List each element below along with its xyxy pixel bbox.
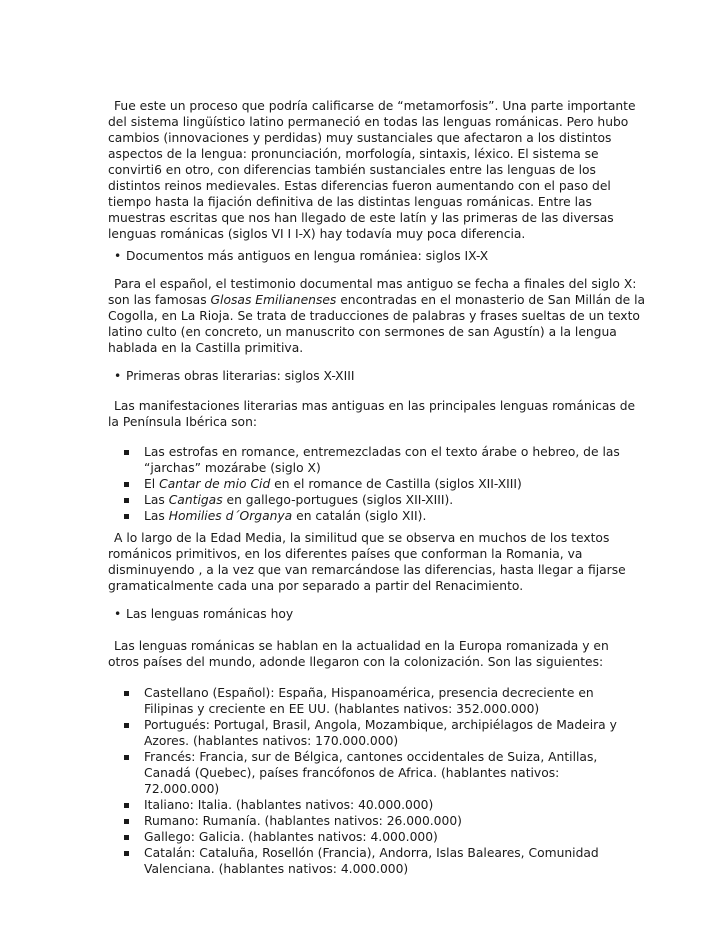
paragraph-metamorfosis — [108, 98, 636, 242]
list-item — [118, 797, 638, 813]
list-item — [118, 492, 638, 508]
text-line: latino culto (en concreto, un manuscrito con sermones de san Agustín) a la lengua — [108, 325, 617, 339]
text-span: en gallego-portugues (siglos XII-XIII). — [222, 493, 454, 507]
text-line — [144, 476, 638, 492]
text-span: El — [144, 477, 160, 491]
text-line: del sistema lingüístico latino permaneció en todas las lenguas románicas. Pero hubo — [108, 115, 629, 129]
paragraph-manifestaciones — [108, 398, 636, 430]
list-item — [118, 845, 638, 877]
bullet-dot-icon: • — [114, 607, 122, 621]
text-line: “jarchas” mozárabe (siglo X) — [144, 461, 321, 475]
text-span: en catalán (siglo XII). — [292, 509, 427, 523]
square-bullet-icon — [124, 514, 129, 519]
text-span: son las famosas — [108, 293, 211, 307]
list-item — [118, 813, 638, 829]
italic-title: Glosas Emilianenses — [210, 293, 337, 307]
text-line: muestras escritas que nos han llegado de este latín y las primeras de las diversas — [108, 211, 614, 225]
text-line: Canadá (Quebec), países francófonos de Africa. (hablantes nativos: — [144, 766, 560, 780]
square-bullet-icon — [124, 482, 129, 487]
section-heading-text: Las lenguas románicas hoy — [126, 607, 294, 621]
text-span: Las — [144, 493, 169, 507]
square-bullet-icon — [124, 691, 129, 696]
text-line: otros países del mundo, adonde llegaron con la colonización. Son las siguientes: — [108, 655, 604, 669]
text-line: hablada en la Castilla primitiva. — [108, 341, 304, 355]
text-line: convirti6 en otro, con diferencias también sustanciales entre las lenguas de los — [108, 163, 596, 177]
text-line: lenguas románicas (siglos VI I I-X) hay todavía muy poca diferencia. — [108, 227, 526, 241]
section-heading-documentos — [114, 248, 488, 264]
list-item — [118, 717, 638, 749]
text-line: Azores. (hablantes nativos: 170.000.000) — [144, 734, 399, 748]
text-line: cambios (innovaciones y perdidas) muy sustanciales que afectaron a los distintos — [108, 131, 612, 145]
text-line: Italiano: Italia. (hablantes nativos: 40.000.000) — [144, 798, 434, 812]
square-bullet-icon — [124, 819, 129, 824]
list-item — [118, 508, 638, 524]
text-line: Las estrofas en romance, entremezcladas con el texto árabe o hebreo, de las — [144, 445, 620, 459]
list-item — [118, 829, 638, 845]
text-line: Fue este un proceso que podría calificarse de “metamorfosis”. Una parte importante — [114, 99, 636, 113]
text-line: Para el español, el testimonio documental mas antiguo se fecha a finales del siglo X: — [114, 277, 637, 291]
text-line: Valenciana. (hablantes nativos: 4.000.000) — [144, 862, 409, 876]
square-bullet-icon — [124, 835, 129, 840]
text-line: Filipinas y creciente en EE UU. (hablantes nativos: 352.000.000) — [144, 702, 540, 716]
text-span: encontradas en el monasterio de San Millán de la — [336, 293, 646, 307]
text-line — [108, 292, 646, 308]
text-line: Rumano: Rumanía. (hablantes nativos: 26.000.000) — [144, 814, 462, 828]
text-line: tiempo hasta la fijación definitiva de las distintas lenguas románicas. Entre las — [108, 195, 592, 209]
bullet-dot-icon: • — [114, 369, 122, 383]
text-line: 72.000.000) — [144, 782, 220, 796]
text-line: distintos reinos medievales. Estas diferencias fueron aumentando con el paso del — [108, 179, 611, 193]
text-line: la Península Ibérica son: — [108, 415, 258, 429]
list-item — [118, 476, 638, 492]
text-line: Cogolla, en La Rioja. Se trata de traducciones de palabras y frases sueltas de un texto — [108, 309, 640, 323]
text-span: Las — [144, 509, 169, 523]
list-item — [118, 749, 638, 797]
italic-title: Cantar de mio Cid — [159, 477, 271, 491]
italic-title: Homilies d´Organya — [168, 509, 293, 523]
text-span: en el romance de Castilla (siglos XII-XIII) — [270, 477, 522, 491]
text-line: románicos primitivos, en los diferentes países que conforman la Romania, va — [108, 547, 583, 561]
square-bullet-icon — [124, 803, 129, 808]
bullet-dot-icon: • — [114, 249, 122, 263]
italic-title: Cantigas — [168, 493, 223, 507]
literary-works-list — [118, 444, 638, 524]
text-line: aspectos de la lengua: pronunciación, morfología, sintaxis, léxico. El sistema se — [108, 147, 599, 161]
paragraph-edad-media — [108, 530, 628, 594]
text-line: disminuyendo , a la vez que van remarcándose las diferencias, hasta llegar a fijarse — [108, 563, 626, 577]
paragraph-lenguas-actualidad — [108, 638, 628, 670]
text-line: Las lenguas románicas se hablan en la actualidad en la Europa romanizada y en — [114, 639, 609, 653]
section-heading-lenguas-hoy — [114, 606, 293, 622]
list-item — [118, 444, 638, 476]
text-line: Gallego: Galicia. (hablantes nativos: 4.000.000) — [144, 830, 438, 844]
text-line: Castellano (Español): España, Hispanoamérica, presencia decreciente en — [144, 686, 594, 700]
section-heading-text: Primeras obras literarias: siglos X-XIII — [126, 369, 355, 383]
text-line: A lo largo de la Edad Media, la similitud que se observa en muchos de los textos — [114, 531, 610, 545]
square-bullet-icon — [124, 498, 129, 503]
square-bullet-icon — [124, 851, 129, 856]
section-heading-text: Documentos más antiguos en lengua romániea: siglos IX-X — [126, 249, 489, 263]
romance-languages-list — [118, 685, 638, 877]
text-line: Francés: Francia, sur de Bélgica, cantones occidentales de Suiza, Antillas, — [144, 750, 598, 764]
text-line: Portugués: Portugal, Brasil, Angola, Mozambique, archipiélagos de Madeira y — [144, 718, 617, 732]
text-line: gramaticalmente cada una por separado a partir del Renacimiento. — [108, 579, 524, 593]
list-item — [118, 685, 638, 717]
square-bullet-icon — [124, 450, 129, 455]
text-line: Catalán: Cataluña, Rosellón (Francia), Andorra, Islas Baleares, Comunidad — [144, 846, 599, 860]
square-bullet-icon — [124, 723, 129, 728]
section-heading-primeras-obras — [114, 368, 354, 384]
square-bullet-icon — [124, 755, 129, 760]
paragraph-glosas — [108, 276, 646, 356]
text-line — [144, 492, 638, 508]
text-line: Las manifestaciones literarias mas antiguas en las principales lenguas románicas de — [114, 399, 636, 413]
text-line — [144, 508, 638, 524]
